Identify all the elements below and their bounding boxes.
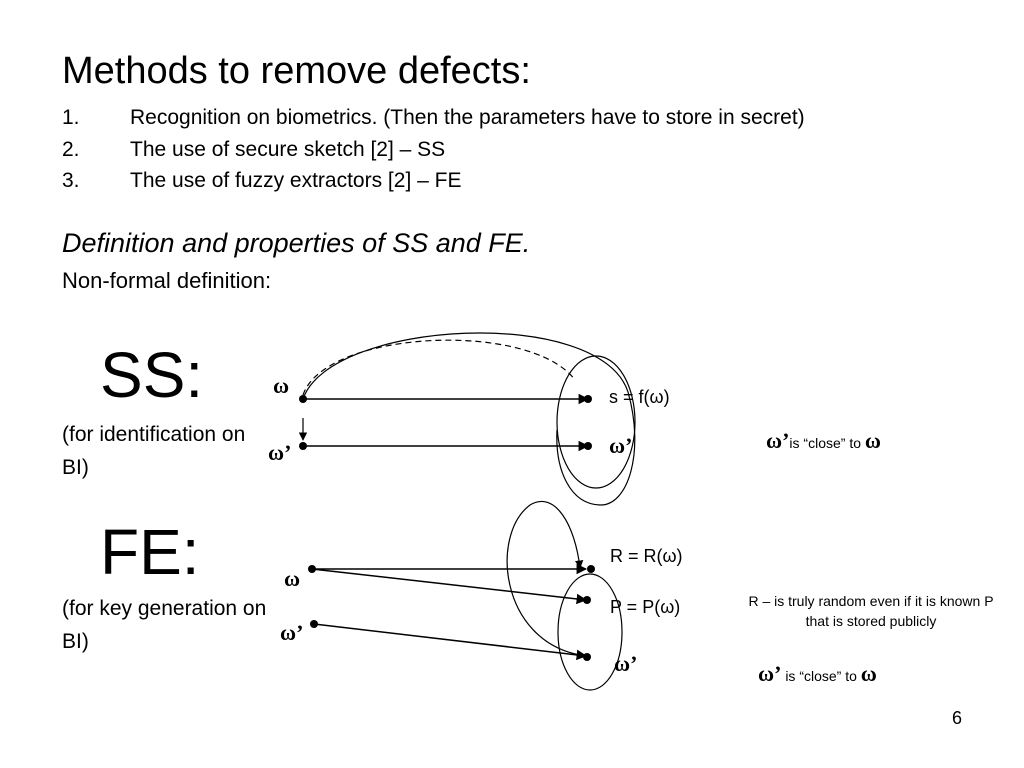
- fe-omega: ω: [284, 566, 301, 591]
- fe-arrow-omega-to-p: [312, 569, 586, 600]
- method-3-text: The use of fuzzy extractors [2] – FE: [130, 169, 462, 192]
- ss-omega: ω: [273, 373, 290, 398]
- ss-purpose: (for identification on BI): [62, 423, 246, 479]
- method-1-text: Recognition on biometrics. (Then the parameters have to store in secret): [130, 106, 805, 129]
- ss-dot-out-prime: [584, 442, 592, 450]
- ss-dashed-arc: [303, 340, 575, 395]
- definition-title: Definition and properties of SS and FE.: [62, 228, 531, 258]
- ss-dot-omega-prime: [299, 442, 307, 450]
- fe-dot-omega-prime: [310, 620, 318, 628]
- fe-note-line-2: that is stored publicly: [805, 613, 937, 629]
- fe-loop-to-r: [507, 501, 580, 655]
- fe-close-omega-prime: ω’: [758, 661, 782, 686]
- slide-title: Methods to remove defects:: [62, 50, 531, 92]
- fe-r-label: R = R(ω): [610, 546, 683, 566]
- method-2-number: 2.: [62, 138, 80, 161]
- ss-set-ellipse: [557, 356, 635, 488]
- definition-subtitle: Non-formal definition:: [62, 268, 272, 293]
- ss-dot-omega: [299, 395, 307, 403]
- ss-omega-prime: ω’: [268, 440, 292, 465]
- ss-sketch-label: s = f(ω): [609, 387, 670, 407]
- fe-diagram: [308, 501, 622, 690]
- fe-dot-r: [587, 565, 595, 573]
- ss-close-text: is “close” to: [789, 435, 861, 451]
- fe-randomness-note: [718, 591, 1024, 631]
- fe-omega-prime: ω’: [280, 620, 304, 645]
- ss-close-omega: ω: [864, 428, 881, 453]
- method-1-number: 1.: [62, 106, 80, 129]
- fe-dot-omega: [308, 565, 316, 573]
- fe-p-label: P = P(ω): [610, 597, 681, 617]
- ss-close-omega-prime: ω’: [766, 428, 790, 453]
- fe-purpose: (for key generation on BI): [62, 597, 267, 653]
- fe-dot-out-prime: [583, 653, 591, 661]
- ss-diagram: [299, 333, 635, 505]
- fe-close-omega: ω: [860, 661, 877, 686]
- page-number: 6: [951, 708, 962, 728]
- fe-close-text: is “close” to: [785, 668, 857, 684]
- fe-close-note: [758, 661, 877, 687]
- fe-output-omega-prime: ω’: [614, 651, 638, 676]
- fe-dot-p: [583, 596, 591, 604]
- method-3-number: 3.: [62, 169, 80, 192]
- ss-dot-s: [584, 395, 592, 403]
- fe-label: FE:: [100, 516, 200, 588]
- ss-output-omega-prime: ω’: [609, 433, 633, 458]
- method-2-text: The use of secure sketch [2] – SS: [130, 138, 446, 161]
- fe-set-ellipse: [558, 574, 622, 690]
- ss-close-note: [766, 428, 881, 454]
- ss-label: SS:: [100, 339, 204, 411]
- fe-note-line-1: R – is truly random even if it is known P: [748, 593, 994, 609]
